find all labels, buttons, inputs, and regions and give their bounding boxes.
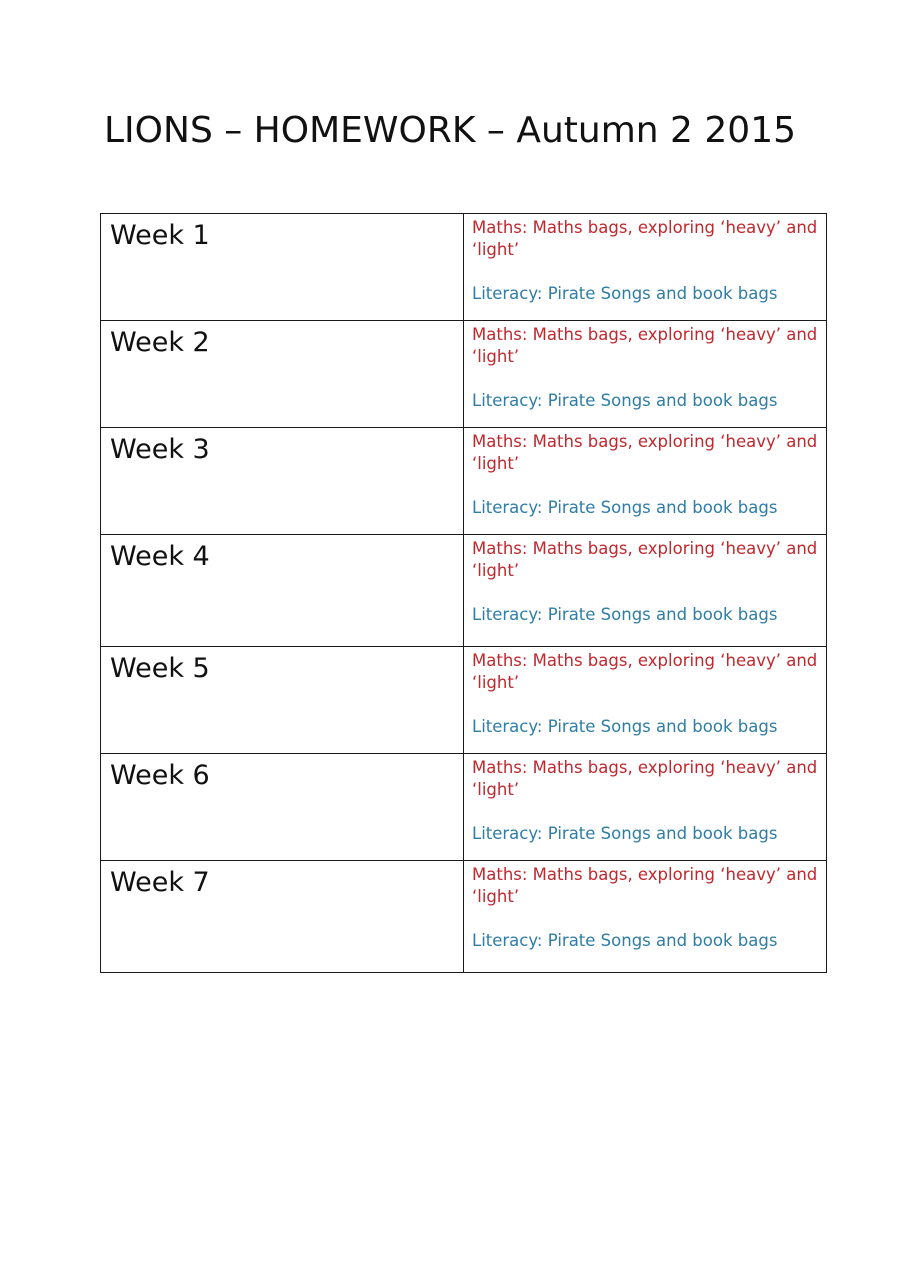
table-row (101, 754, 827, 861)
literacy-task: Literacy: Pirate Songs and book bags (472, 498, 778, 517)
week-label: Week 1 (110, 220, 210, 251)
table-row (101, 428, 827, 535)
literacy-task: Literacy: Pirate Songs and book bags (472, 717, 778, 736)
maths-task: Maths: Maths bags, exploring ‘heavy’ and ‘light’ (472, 539, 818, 580)
task-cell (464, 861, 827, 973)
task-cell (464, 428, 827, 535)
literacy-task: Literacy: Pirate Songs and book bags (472, 391, 778, 410)
maths-task: Maths: Maths bags, exploring ‘heavy’ and ‘light’ (472, 325, 818, 366)
week-cell (101, 647, 464, 754)
week-cell (101, 535, 464, 647)
week-label: Week 4 (110, 541, 210, 572)
week-cell (101, 754, 464, 861)
week-label: Week 5 (110, 653, 210, 684)
week-label: Week 3 (110, 434, 210, 465)
table-row (101, 647, 827, 754)
maths-task: Maths: Maths bags, exploring ‘heavy’ and ‘light’ (472, 758, 818, 799)
task-cell (464, 754, 827, 861)
task-cell (464, 535, 827, 647)
task-cell (464, 321, 827, 428)
week-cell (101, 861, 464, 973)
literacy-task: Literacy: Pirate Songs and book bags (472, 605, 778, 624)
maths-task: Maths: Maths bags, exploring ‘heavy’ and ‘light’ (472, 432, 818, 473)
table-row (101, 861, 827, 973)
table-row (101, 535, 827, 647)
week-label: Week 7 (110, 867, 210, 898)
maths-task: Maths: Maths bags, exploring ‘heavy’ and ‘light’ (472, 651, 818, 692)
literacy-task: Literacy: Pirate Songs and book bags (472, 824, 778, 843)
homework-table (100, 213, 827, 973)
maths-task: Maths: Maths bags, exploring ‘heavy’ and ‘light’ (472, 865, 818, 906)
table-row (101, 214, 827, 321)
week-cell (101, 428, 464, 535)
table-row (101, 321, 827, 428)
week-label: Week 2 (110, 327, 210, 358)
page-title: LIONS – HOMEWORK – Autumn 2 2015 (104, 110, 796, 151)
week-label: Week 6 (110, 760, 210, 791)
literacy-task: Literacy: Pirate Songs and book bags (472, 931, 778, 950)
task-cell (464, 647, 827, 754)
task-cell (464, 214, 827, 321)
maths-task: Maths: Maths bags, exploring ‘heavy’ and ‘light’ (472, 218, 818, 259)
literacy-task: Literacy: Pirate Songs and book bags (472, 284, 778, 303)
week-cell (101, 214, 464, 321)
week-cell (101, 321, 464, 428)
